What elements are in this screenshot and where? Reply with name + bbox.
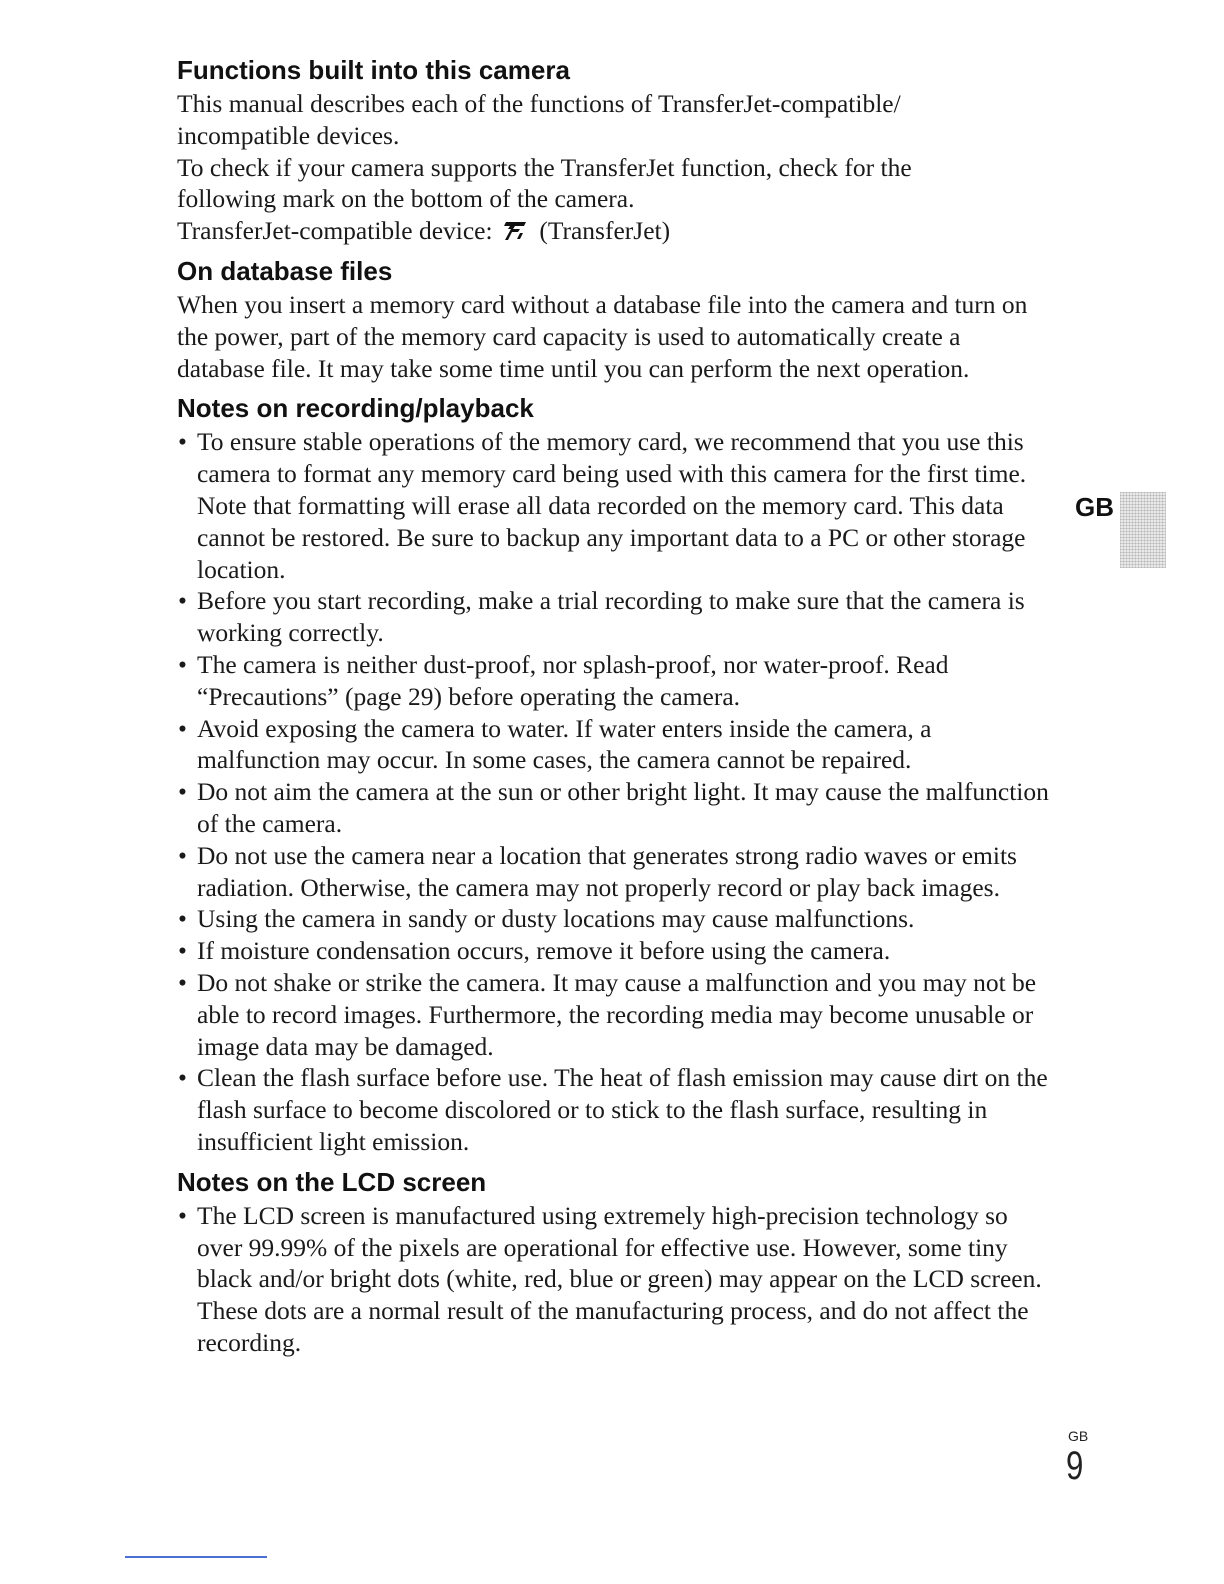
language-tab-marker xyxy=(1120,492,1166,568)
section-recording-playback xyxy=(177,390,1057,1157)
list-item: • Using the camera in sandy or dusty locations may cause malfunctions. xyxy=(178,904,915,934)
compat-line xyxy=(177,215,1057,247)
compat-label: TransferJet-compatible device: xyxy=(177,216,493,246)
list-item-text: Do not aim the camera at the sun or other bright light. It may cause the malfunction of the camera. xyxy=(197,777,1049,838)
page-number: 9 xyxy=(1066,1444,1084,1488)
transferjet-mark-icon xyxy=(503,218,529,240)
section-lcd-screen xyxy=(177,1164,1057,1359)
paragraph: To check if your camera supports the TransferJet function, check for the following mark on the bottom of the camera. xyxy=(177,152,912,214)
list-item: • Avoid exposing the camera to water. If water enters inside the camera, a malfunction may occur. In some cases, the camera cannot be repaired. xyxy=(178,713,932,775)
list-item-text: Do not use the camera near a location that generates strong radio waves or emits radiation. Otherwise, the camera may not properly record or play back images. xyxy=(197,840,1017,902)
bullet-list xyxy=(177,1200,1057,1359)
section-heading: On database files xyxy=(177,255,393,286)
section-heading: Notes on recording/playback xyxy=(177,393,534,424)
footer-language: GB xyxy=(1068,1428,1089,1444)
list-item: • Do not shake or strike the camera. It may cause a malfunction and you may not be able to record images. Furthermore, the recording media may become unusable or image data may be damaged. xyxy=(178,967,1037,1061)
list-item: • The LCD screen is manufactured using extremely high-precision technology so over 99.99% of the pixels are operational for effective use. However, some tiny black and/or bright dots (white, red, blue or green) may appear on the LCD screen. These dots are a normal result of the manufacturing process, and do not affect the recording. xyxy=(178,1200,1042,1357)
list-item-text: Avoid exposing the camera to water. If water enters inside the camera, a malfunction may occur. In some cases, the camera cannot be repaired. xyxy=(197,713,932,775)
section-heading: Functions built into this camera xyxy=(177,55,570,85)
list-item-text: Do not shake or strike the camera. It may cause a malfunction and you may not be able to record images. Furthermore, the recording media may become unusable or image data may be damaged. xyxy=(197,967,1037,1061)
page-content xyxy=(177,52,1057,1359)
paragraph: When you insert a memory card without a database file into the camera and turn on the power, part of the memory card capacity is used to automatically create a database file. It may take some time until you can perform the next operation. xyxy=(177,289,1028,383)
compat-suffix: (TransferJet) xyxy=(539,216,671,246)
section-heading: Notes on the LCD screen xyxy=(177,1166,487,1197)
bullet-list xyxy=(177,426,1057,1157)
bottom-rule xyxy=(125,1556,267,1558)
list-item-text: Using the camera in sandy or dusty locations may cause malfunctions. xyxy=(197,904,915,934)
section-functions xyxy=(177,52,1057,247)
paragraph: This manual describes each of the functions of TransferJet-compatible/ incompatible devices. xyxy=(177,89,901,150)
list-item: • The camera is neither dust-proof, nor splash-proof, nor water-proof. Read “Precautions” (page 29) before operating the camera. xyxy=(178,649,949,711)
language-tab-label: GB xyxy=(1075,492,1114,522)
list-item: • To ensure stable operations of the memory card, we recommend that you use this camera to format any memory card being used with this camera for the first time. Note that formatting will erase all data recorded on the memory card. This data cannot be restored. Be sure to backup any important data to a PC or other storage location. xyxy=(178,427,1027,584)
section-database xyxy=(177,253,1057,384)
list-item: • Before you start recording, make a trial recording to make sure that the camera is working correctly. xyxy=(178,586,1025,648)
list-item: • Clean the flash surface before use. The heat of flash emission may cause dirt on the flash surface to become discolored or to stick to the flash surface, resulting in insufficient light emission. xyxy=(178,1063,1048,1156)
list-item-text: Clean the flash surface before use. The heat of flash emission may cause dirt on the flash surface to become discolored or to stick to the flash surface, resulting in insufficient light emission. xyxy=(197,1063,1048,1156)
list-item: • Do not aim the camera at the sun or other bright light. It may cause the malfunction of the camera. xyxy=(178,777,1049,838)
list-item-text: If moisture condensation occurs, remove it before using the camera. xyxy=(197,936,891,966)
list-item-text: The camera is neither dust-proof, nor splash-proof, nor water-proof. Read “Precautions” (page 29) before operating the camera. xyxy=(197,649,949,711)
list-item-text: The LCD screen is manufactured using extremely high-precision technology so over 99.99% of the pixels are operational for effective use. However, some tiny black and/or bright dots (white, red, blue or green) may appear on the LCD screen. These dots are a normal result of the manufacturing process, and do not affect the recording. xyxy=(197,1200,1042,1357)
list-item-text: To ensure stable operations of the memory card, we recommend that you use this camera to format any memory card being used with this camera for the first time. Note that formatting will erase all data recorded on the memory card. This data cannot be restored. Be sure to backup any important data to a PC or other storage location. xyxy=(197,427,1027,584)
list-item: • If moisture condensation occurs, remove it before using the camera. xyxy=(178,936,891,966)
list-item: • Do not use the camera near a location that generates strong radio waves or emits radiation. Otherwise, the camera may not properly record or play back images. xyxy=(178,840,1017,902)
list-item-text: Before you start recording, make a trial recording to make sure that the camera is working correctly. xyxy=(197,586,1025,648)
